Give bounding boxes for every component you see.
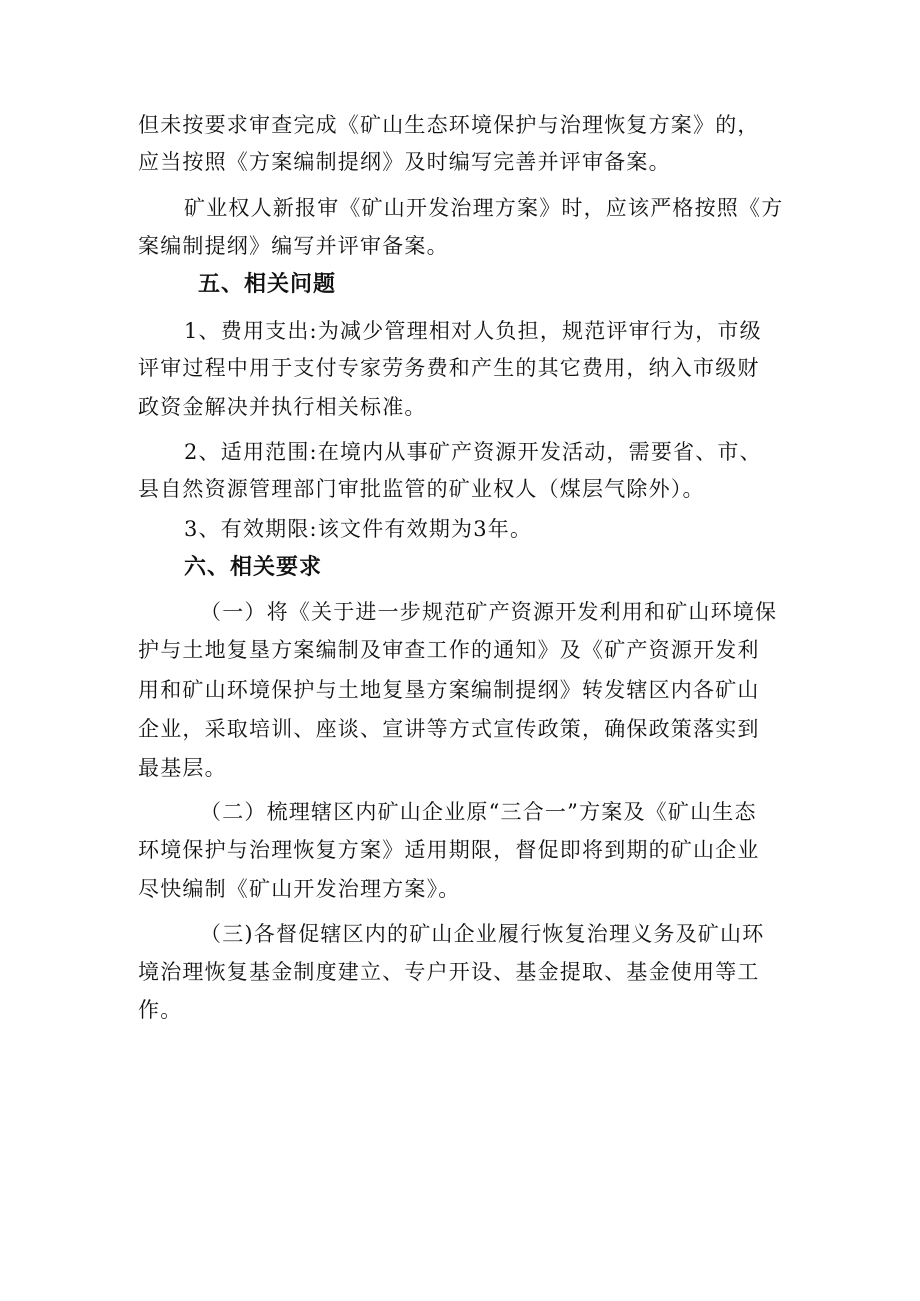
paragraph-line: 3、有效期限:该文件有效期为3年。 bbox=[184, 517, 533, 541]
paragraph-line: 评审过程中用于支付专家劳务费和产生的其它费用，纳入市级财 bbox=[138, 356, 760, 380]
paragraph-line: 企业，采取培训、座谈、宣讲等方式宣传政策，确保政策落实到 bbox=[138, 717, 760, 741]
section-heading-5: 五、相关问题 bbox=[198, 272, 337, 297]
paragraph-line: （二）梳理辖区内矿山企业原“三合一”方案及《矿山生态 bbox=[200, 800, 757, 824]
paragraph-line: 最基层。 bbox=[138, 756, 227, 780]
paragraph-line: 用和矿山环境保护与土地复垦方案编制提纲》转发辖区内各矿山 bbox=[138, 678, 760, 702]
paragraph-line: 案编制提纲》编写并评审备案。 bbox=[138, 234, 449, 258]
paragraph-line: 境治理恢复基金制度建立、专户开设、基金提取、基金使用等工 bbox=[138, 960, 760, 984]
paragraph-line: 尽快编制《矿山开发治理方案》。 bbox=[138, 877, 461, 901]
paragraph-line: 但未按要求审查完成《矿山生态环境保护与治理恢复方案》的， bbox=[138, 113, 760, 137]
paragraph-line: （一）将《关于进一步规范矿产资源开发利用和矿山环境保 bbox=[200, 600, 778, 624]
paragraph-line: 政资金解决并执行相关标准。 bbox=[138, 395, 427, 419]
paragraph-line: 2、适用范围:在境内从事矿产资源开发活动，需要省、市、 bbox=[184, 440, 762, 464]
paragraph-line: 矿业权人新报审《矿山开发治理方案》时，应该严格按照《方 bbox=[184, 196, 784, 220]
section-heading-6: 六、相关要求 bbox=[184, 555, 323, 580]
paragraph-line: 1、费用支出:为减少管理相对人负担，规范评审行为，市级 bbox=[184, 319, 762, 343]
paragraph-line: 应当按照《方案编制提纲》及时编写完善并评审备案。 bbox=[138, 150, 671, 174]
paragraph-line: （三)各督促辖区内的矿山企业履行恢复治理义务及矿山环 bbox=[200, 922, 765, 946]
paragraph-line: 县自然资源管理部门审批监管的矿业权人（煤层气除外）。 bbox=[138, 477, 705, 501]
paragraph-line: 作。 bbox=[138, 998, 183, 1022]
paragraph-line: 护与土地复垦方案编制及审查工作的通知》及《矿产资源开发利 bbox=[138, 638, 760, 662]
paragraph-line: 环境保护与治理恢复方案》适用期限，督促即将到期的矿山企业 bbox=[138, 838, 760, 862]
